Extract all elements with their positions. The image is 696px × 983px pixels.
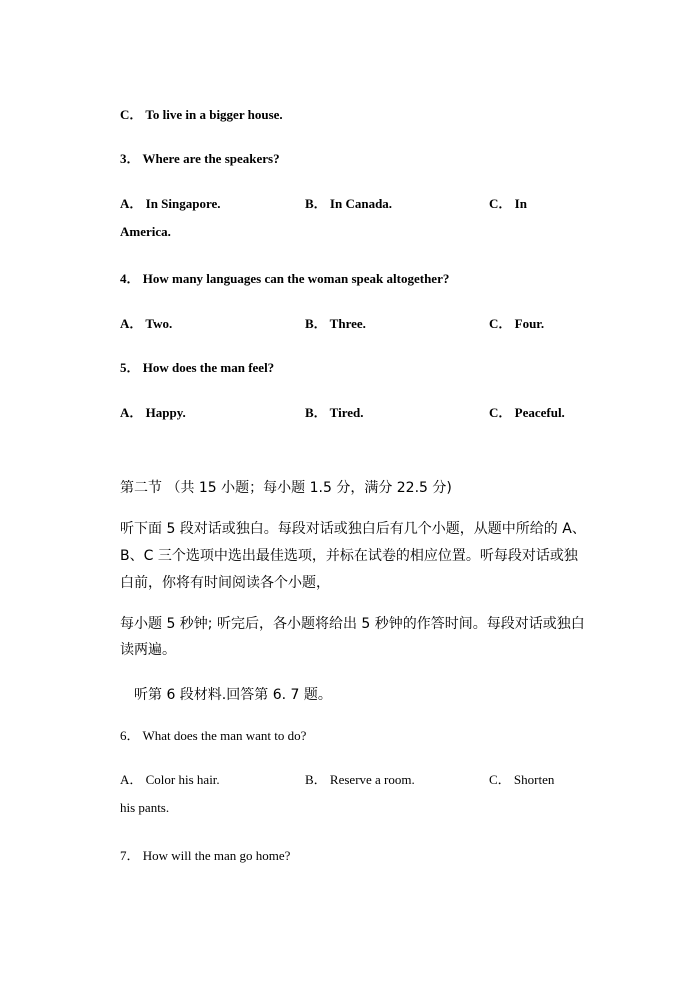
question-4: 4． How many languages can the woman speak altogether? — [120, 271, 450, 286]
instructions-line-2: B、C 三个选项中选出最佳选项，并标在试卷的相应位置。听每段对话或独 — [120, 548, 578, 564]
q3-option-c-wrap: America. — [120, 224, 171, 239]
q5-option-b: B． Tired. — [305, 405, 364, 420]
instructions-line-5: 读两遍。 — [120, 642, 176, 658]
q5-option-c: C． Peaceful. — [489, 405, 565, 420]
question-5: 5． How does the man feel? — [120, 360, 275, 375]
instructions-line-1: 听下面 5 段对话或独白。每段对话或独白后有几个小题，从题中所给的 A、 — [120, 521, 586, 537]
q2-option-c: C． To live in a bigger house. — [120, 107, 283, 122]
q6-option-c: C． Shorten — [489, 772, 555, 787]
question-7: 7． How will the man go home? — [120, 848, 291, 863]
question-6: 6． What does the man want to do? — [120, 728, 307, 743]
instructions-line-4: 每小题 5 秒钟; 听完后，各小题将给出 5 秒钟的作答时间。每段对话或独白 — [120, 616, 585, 632]
q5-option-a: A． Happy. — [120, 405, 186, 420]
q3-option-c: C． In — [489, 196, 527, 211]
question-3: 3． Where are the speakers? — [120, 151, 280, 166]
instructions-line-3: 白前，你将有时间阅读各个小题， — [120, 575, 330, 591]
q6-option-a: A． Color his hair. — [120, 772, 220, 787]
q3-option-b: B． In Canada. — [305, 196, 393, 211]
q4-option-c: C． Four. — [489, 316, 545, 331]
q6-option-c-wrap: his pants. — [120, 800, 170, 815]
q3-option-a: A． In Singapore. — [120, 196, 221, 211]
q6-option-b: B． Reserve a room. — [305, 772, 415, 787]
material-note: 听第 6 段材料.回答第 6. 7 题。 — [134, 687, 332, 703]
section-2-heading: 第二节 （共 15 小题；每小题 1.5 分，满分 22.5 分) — [120, 480, 452, 496]
q4-option-b: B． Three. — [305, 316, 366, 331]
q4-option-a: A． Two. — [120, 316, 173, 331]
